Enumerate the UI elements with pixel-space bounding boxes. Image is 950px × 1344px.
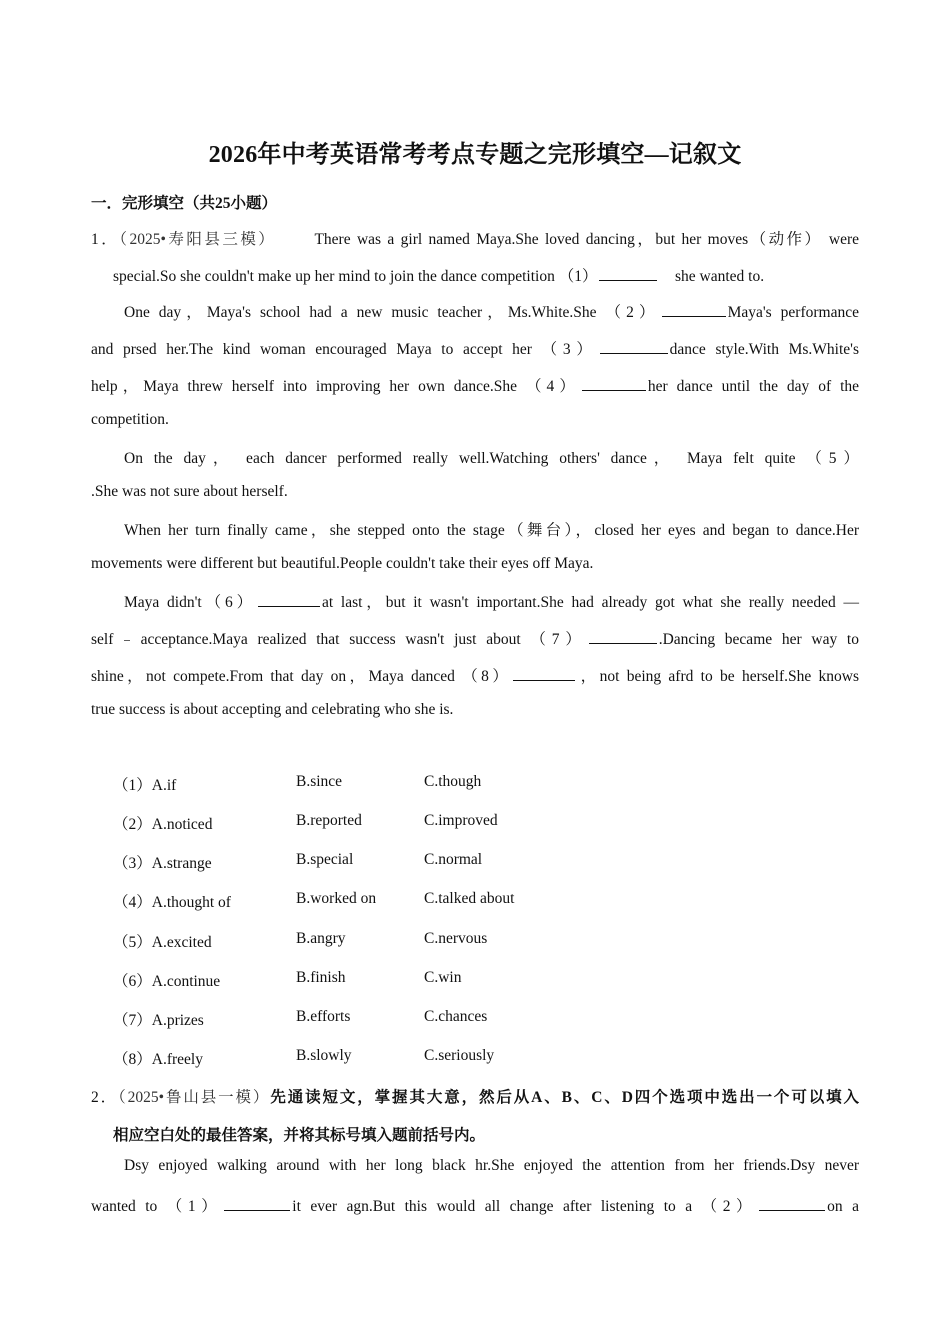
passage-text: dance style.With Ms.White's — [669, 341, 860, 358]
option-a: （2）A.noticed — [113, 816, 213, 833]
option-a: （6）A.continue — [113, 973, 221, 990]
answer-blank-7 — [589, 629, 657, 644]
q1-line-10: movements were different but beautiful.People couldn't take their eyes off Maya. — [91, 555, 594, 572]
q1-source: （2025•寿阳县三模） — [119, 231, 277, 248]
option-c: C.improved — [424, 812, 498, 829]
option-a: （4）A.thought of — [113, 894, 231, 911]
q1-number: 1． — [91, 231, 120, 248]
option-b: B.slowly — [296, 1047, 352, 1064]
option-c: C.though — [424, 773, 482, 790]
option-b: B.angry — [296, 930, 346, 947]
passage-text: ，not being afrd to be herself.She knows — [577, 668, 860, 685]
answer-blank-8 — [513, 666, 575, 681]
q1-line-12 — [91, 627, 859, 649]
q2-instruction: 先通读短文，掌握其大意，然后从A、B、C、D四个选项中选出一个可以填入 — [270, 1089, 859, 1106]
passage-text: wanted to （1） — [91, 1198, 223, 1215]
passage-text: on a — [827, 1198, 859, 1215]
passage-text: .Dancing became her way to — [658, 631, 859, 648]
q2-line-1 — [91, 1085, 859, 1107]
q1-line-14: true success is about accepting and celebrating who she is. — [91, 701, 454, 718]
passage-text: it ever agn.But this would all change after listening to a （2） — [292, 1198, 758, 1215]
q1-line-3 — [124, 300, 859, 322]
q1-line-5 — [91, 374, 859, 396]
q1-line-8: .She was not sure about herself. — [91, 483, 288, 500]
option-c: C.seriously — [424, 1047, 495, 1064]
option-b: B.special — [296, 851, 354, 868]
answer-blank-q2-1 — [224, 1196, 290, 1211]
q2-source: （2025•鲁山县一模） — [118, 1089, 271, 1106]
q2-line-3: Dsy enjoyed walking around with her long black hr.She enjoyed the attention from her friends.Dsy never — [124, 1157, 859, 1174]
option-a: （7）A.prizes — [113, 1012, 204, 1029]
answer-blank-q2-2 — [759, 1196, 825, 1211]
passage-text: shine，not compete.From that day on，Maya danced （8） — [91, 668, 512, 685]
passage-text: her dance until the day of the — [647, 378, 859, 395]
option-b: B.finish — [296, 969, 346, 986]
q2-line-4 — [91, 1194, 859, 1216]
option-b: B.efforts — [296, 1008, 351, 1025]
passage-text: Maya's performance — [727, 304, 859, 321]
option-c: C.win — [424, 969, 462, 986]
q1-line-2 — [113, 264, 859, 286]
option-a: （5）A.excited — [113, 934, 212, 951]
q1-line-4 — [91, 337, 859, 359]
passage-text: special.So she couldn't make up her mind to join the dance competition （1） — [113, 268, 598, 285]
q1-text: There was a girl named Maya.She loved dancing，but her moves（动作） were — [314, 231, 859, 248]
q1-line-13 — [91, 664, 859, 686]
q1-line-1 — [91, 227, 859, 249]
option-c: C.talked about — [424, 890, 515, 907]
option-c: C.normal — [424, 851, 483, 868]
q1-line-6: competition. — [91, 411, 169, 428]
answer-blank-4 — [582, 376, 646, 391]
passage-text: self﹣acceptance.Maya realized that success wasn't just about （7） — [91, 631, 587, 648]
q2-line-2: 相应空白处的最佳答案，并将其标号填入题前括号内。 — [113, 1127, 486, 1144]
section-heading: 一．完形填空（共25小题） — [91, 195, 278, 212]
q2-number: 2． — [91, 1089, 119, 1106]
passage-text: and prsed her.The kind woman encouraged Maya to accept her （3） — [91, 341, 598, 358]
answer-blank-3 — [600, 339, 668, 354]
option-c: C.nervous — [424, 930, 488, 947]
option-b: B.reported — [296, 812, 362, 829]
q1-line-9: When her turn finally came，she stepped onto the stage（舞台），closed her eyes and began to dance.Her — [124, 522, 859, 539]
passage-text: she wanted to. — [674, 268, 765, 285]
q1-line-7: On the day， each dancer performed really well.Watching others' dance， Maya felt quite （5） — [124, 450, 859, 467]
passage-text: One day，Maya's school had a new music teacher，Ms.White.She （2） — [124, 304, 660, 321]
passage-text: help，Maya threw herself into improving her own dance.She （4） — [91, 378, 580, 395]
passage-text: at last，but it wasn't important.She had already got what she really needed — — [321, 594, 859, 611]
answer-blank-6 — [258, 592, 320, 607]
option-c: C.chances — [424, 1008, 488, 1025]
option-a: （1）A.if — [113, 777, 177, 794]
passage-text: Maya didn't（6） — [124, 594, 256, 611]
option-b: B.since — [296, 773, 343, 790]
option-b: B.worked on — [296, 890, 377, 907]
option-a: （3）A.strange — [113, 855, 212, 872]
q1-line-11 — [124, 590, 859, 612]
answer-blank-1 — [599, 266, 657, 281]
option-a: （8）A.freely — [113, 1051, 203, 1068]
page-title: 2026年中考英语常考考点专题之完形填空—记叙文 — [208, 142, 742, 168]
answer-blank-2 — [662, 302, 726, 317]
